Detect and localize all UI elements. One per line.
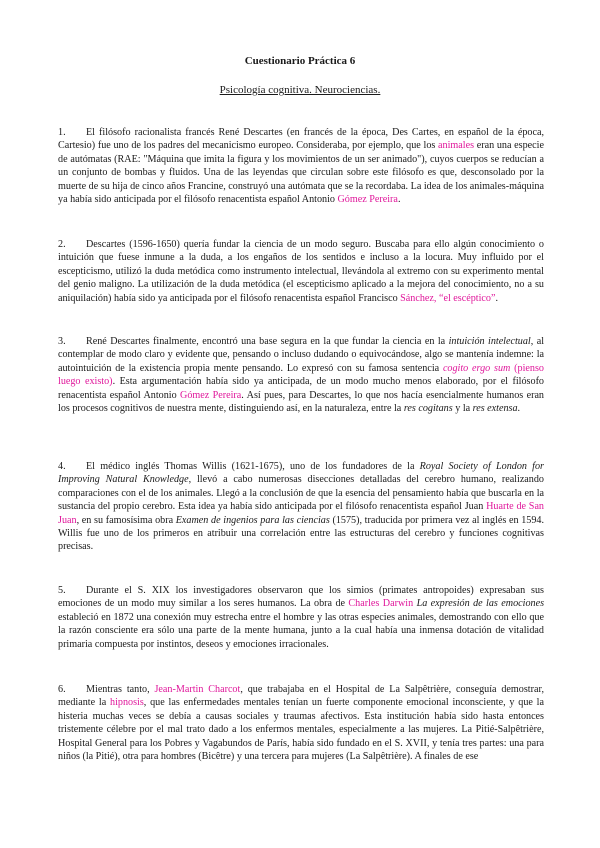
- text-run: eran una especie de autómatas (RAE: "Máquina que imita la figura y los movimientos de un ser animado"), cuyos cuerpos se reducían a un conjunto de bombas y fluidos. Una de las leyendas que circulan sobre este filósofo es que, desconsolado por la muerte de su hija de cinco años Francine, construyó una autómata que se la recordaba. La idea de los animales-máquina ya había sido anticipada por el filósofo renacentista español Antonio: [58, 140, 544, 206]
- highlighted-term: Charles Darwin: [348, 598, 414, 610]
- question-text: [58, 684, 544, 762]
- highlighted-term: Sánchez, “el escéptico”: [400, 292, 496, 304]
- highlighted-term: Jean-Martin Charcot: [154, 684, 241, 695]
- page-title: Cuestionario Práctica 6: [244, 55, 356, 67]
- question-1: [58, 126, 544, 206]
- italic-term: Royal Society of London for Improving Natural Knowledge: [58, 461, 544, 486]
- text-run: Durante el S. XIX los investigadores observaron que los simios (primates antropoides) expresaban sus emociones de un modo muy similar a los seres humanos. La obra de: [58, 585, 544, 610]
- text-run: El médico inglés Thomas Willis (1621-1675), uno de los fundadores de la: [86, 461, 420, 472]
- text-run: . Esta argumentación había sido ya anticipada, de un modo mucho menos elaborado, por el filósofo renacentista español Antonio: [58, 376, 544, 401]
- question-text: [58, 585, 544, 650]
- italic-term: La expresión de las emociones: [416, 598, 545, 610]
- question-number: 6.: [58, 684, 66, 695]
- text-run: , en su famosísima obra: [76, 514, 176, 526]
- italic-term: res cogitans: [403, 403, 453, 415]
- text-run: . Así pues, para Descartes, lo que nos hacía esencialmente humanos eran los procesos cognitivos de nuestra mente, distinguiendo así, en la naturaleza, entre la: [58, 389, 544, 415]
- text-run: El filósofo racionalista francés René Descartes (en francés de la época, Des Cartes, en español de la época, Cartesio) fue uno de los padres del mecanicismo europeo. Consideraba, por ejemplo, que los: [58, 127, 544, 152]
- italic-term: intuición intelectual: [448, 336, 531, 347]
- question-number: 2.: [58, 239, 66, 250]
- text-run: (1575), traducida por primera vez al inglés en 1594. Willis fue uno de los primeros en atribuir una correlación entre las estructuras del cerebro y funciones cognitivas precisas.: [58, 514, 544, 553]
- page-subtitle: Psicología cognitiva. Neurociencias.: [219, 84, 381, 96]
- question-number: 4.: [58, 461, 66, 472]
- highlighted-term: Gómez Pereira: [180, 389, 242, 401]
- text-run: , llevó a cabo numerosas disecciones detalladas del cerebro humano, realizando comparaciones con el de los animales. Llegó a la conclusión de que la esencia del pensamiento había que buscarla en la sustancia del propio cerebro. Esta idea ya había sido anticipada por el filósofo renacentista español Juan: [58, 474, 544, 513]
- question-number: 3.: [58, 336, 66, 347]
- text-run: René Descartes finalmente, encontró una base segura en la que fundar la ciencia en la: [86, 336, 449, 347]
- text-run: .: [517, 403, 521, 415]
- question-2: [58, 238, 544, 305]
- question-4: [58, 460, 544, 554]
- highlighted-term: (pienso luego existo): [58, 362, 544, 388]
- text-run: y la: [452, 403, 473, 415]
- question-text: [58, 336, 544, 414]
- highlighted-term: animales: [438, 140, 475, 152]
- text-run: .: [495, 292, 498, 304]
- text-run: , que trabajaba en el Hospital de La Salpêtrière, conseguía demostrar, mediante la: [58, 684, 544, 709]
- italic-term: Examen de ingenios para las ciencias: [175, 514, 330, 526]
- question-6: [58, 683, 544, 763]
- highlighted-term: Huarte de San Juan: [58, 501, 544, 526]
- question-text: [58, 239, 544, 304]
- question-number: 5.: [58, 585, 66, 596]
- question-number: 1.: [58, 127, 66, 138]
- question-text: [58, 461, 544, 552]
- text-run: Descartes (1596-1650) quería fundar la ciencia de un modo seguro. Buscaba para ello algún conocimiento o intuición que fuese inmune a la duda, a los engaños de los sentidos e incluso a la locura. Muy influido por el escepticismo, utilizó la duda metódica como instrumento intelectual, llevándola al extremo con su experimento mental del genio maligno. La utilización de la duda metódica (el escepticismo aplicado a la mejora del conocimiento, no a su aniquilación) había sido ya anticipada por el filósofo renacentista español Francisco: [58, 239, 544, 304]
- text-run: Mientras tanto,: [86, 684, 155, 695]
- highlighted-term: Gómez Pereira: [337, 194, 398, 206]
- text-run: estableció en 1872 una conexión muy estrecha entre el hombre y las otras especies animales, demostrando con ello que la razón consciente era sólo una parte de la mente humana, junto a la cual había una inmensa dotación de vitalidad primaria compuesta por instintos, deseos y emociones irracionales.: [58, 611, 544, 650]
- highlighted-term: hipnosis: [110, 697, 144, 709]
- text-run: , que las enfermedades mentales tenían un fuerte componente emocional inconsciente, y que la histeria muchas veces se debía a causas sociales y traumas afectivos. Esta institución había sido hasta entonces tristemente célebre por el mal trato dado a los enfermos mentales, especialmente a las mujeres. La Pitié-Salpêtrière, Hospital General para los Pobres y Vagabundos de París, había sido fundado en el S. XVII, y tenía tres partes: una para niños (la Pitié), otra para hombres (Bicêtre) y una tercera para mujeres (La Salpêtrière). A finales de ese: [58, 697, 544, 763]
- question-text: [58, 127, 544, 205]
- question-5: [58, 584, 544, 651]
- highlighted-term: cogito ergo sum: [442, 362, 511, 374]
- text-run: .: [397, 194, 401, 206]
- text-run: , al contemplar de modo claro y evidente que, pensando o incluso dudando o equivocándose, algo se mantenía indemne: la autointuición de la existencia propia mente pensando. Lo expresó con su famosa sentencia: [58, 336, 545, 374]
- question-3: [58, 335, 544, 415]
- italic-term: res extensa: [472, 403, 518, 415]
